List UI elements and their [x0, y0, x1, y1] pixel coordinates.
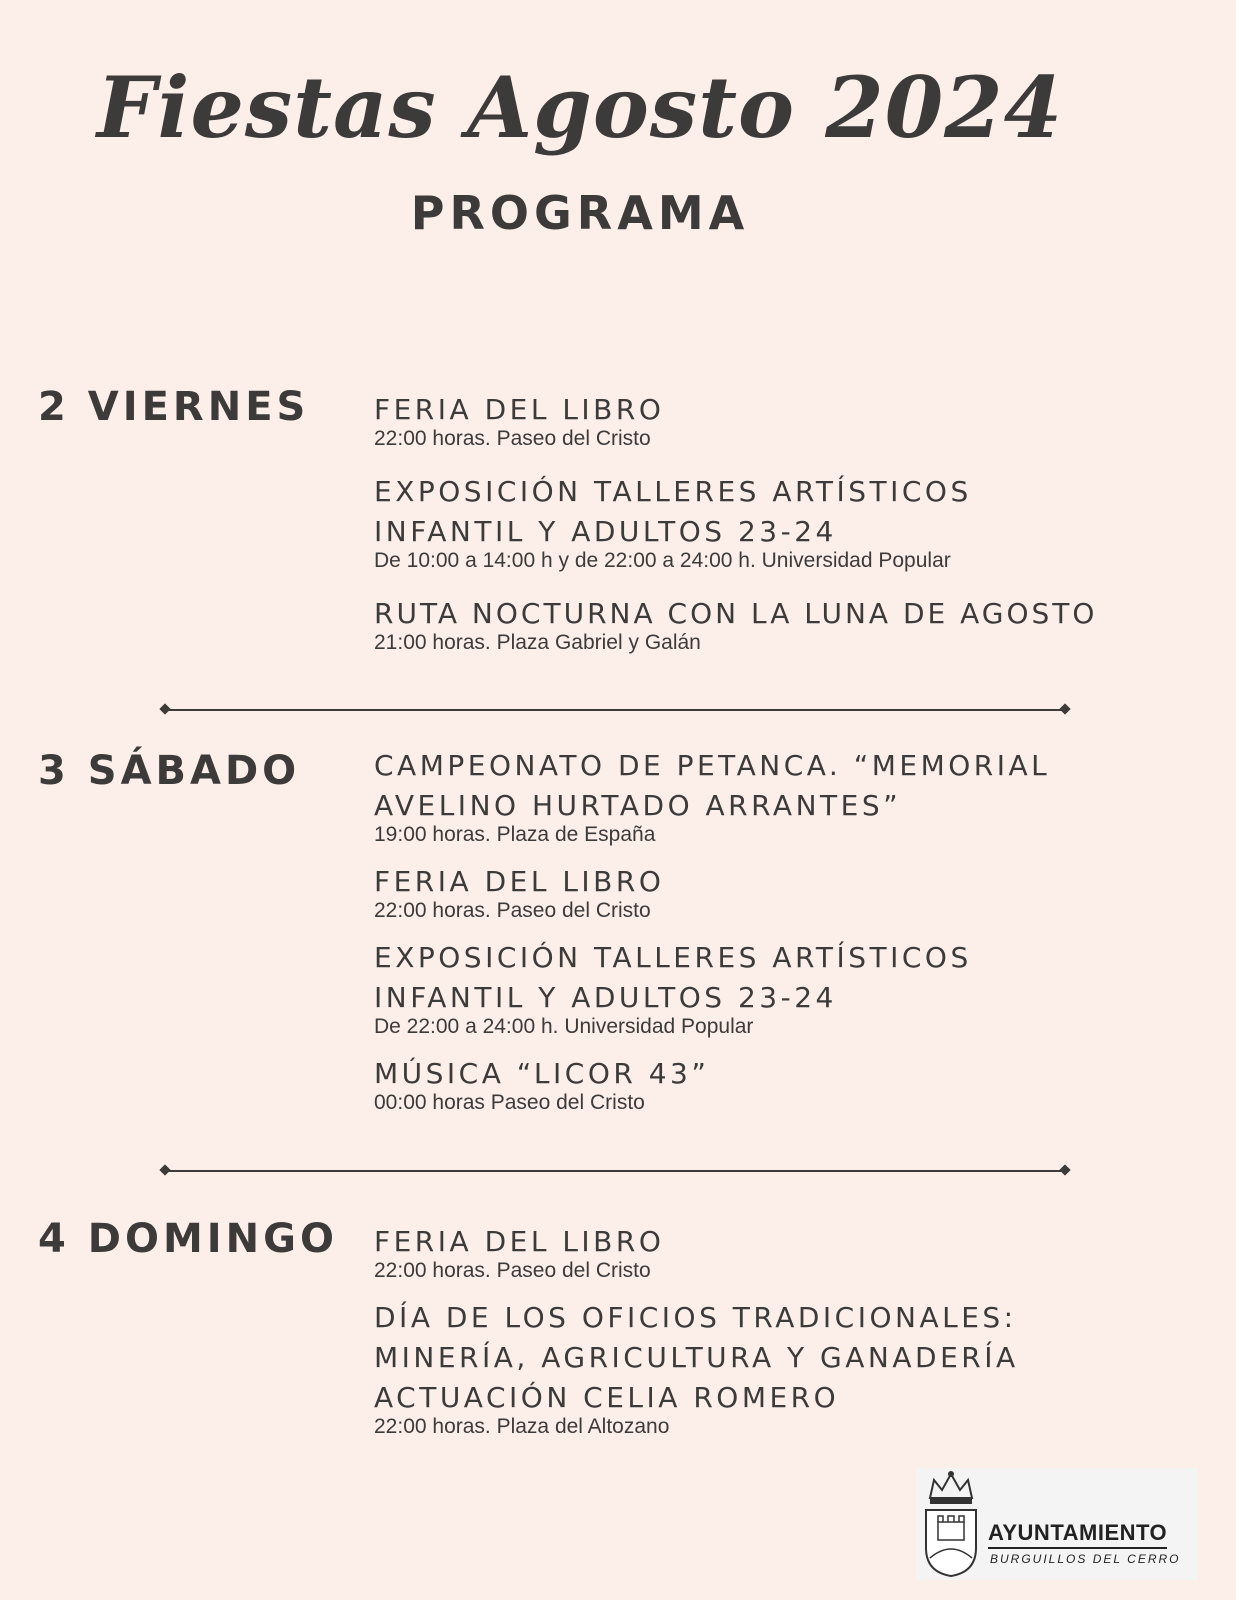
events-viernes	[374, 390, 1174, 676]
event-detail: 21:00 horas. Plaza Gabriel y Galán	[374, 631, 701, 654]
event-detail: 22:00 horas. Paseo del Cristo	[374, 427, 651, 450]
day-label-viernes: 2 VIERNES	[38, 384, 310, 430]
logo-main-text: AYUNTAMIENTO	[988, 1520, 1167, 1549]
events-sabado	[374, 746, 1174, 1136]
event-item	[374, 746, 1174, 848]
event-title: EXPOSICIÓN TALLERES ARTÍSTICOS INFANTIL Y ADULTOS 23-24	[374, 475, 972, 548]
event-title: FERIA DEL LIBRO	[374, 393, 665, 426]
event-detail: De 22:00 a 24:00 h. Universidad Popular	[374, 1015, 754, 1038]
event-detail: 22:00 horas. Paseo del Cristo	[374, 1259, 651, 1282]
event-detail: 22:00 horas. Paseo del Cristo	[374, 899, 651, 922]
section-divider	[165, 1170, 1065, 1172]
event-item	[374, 472, 1174, 574]
event-detail: 19:00 horas. Plaza de España	[374, 823, 656, 846]
event-item	[374, 862, 1174, 924]
section-divider	[165, 709, 1065, 711]
event-item	[374, 1298, 1174, 1440]
day-label-domingo: 4 DOMINGO	[38, 1216, 338, 1262]
event-item	[374, 1222, 1174, 1284]
event-title: CAMPEONATO DE PETANCA. “MEMORIAL AVELINO HURTADO ARRANTES”	[374, 749, 1051, 822]
event-detail: 00:00 horas Paseo del Cristo	[374, 1091, 645, 1114]
poster-subtitle: PROGRAMA	[410, 186, 750, 240]
poster-title: Fiestas Agosto 2024	[96, 58, 1064, 157]
event-detail: De 10:00 a 14:00 h y de 22:00 a 24:00 h. Universidad Popular	[374, 549, 951, 572]
event-title: FERIA DEL LIBRO	[374, 1225, 665, 1258]
logo-sub-text: BURGUILLOS DEL CERRO	[990, 1552, 1181, 1566]
event-title: FERIA DEL LIBRO	[374, 865, 665, 898]
day-label-sabado: 3 SÁBADO	[38, 748, 301, 794]
event-item	[374, 594, 1174, 656]
coat-of-arms-icon	[916, 1468, 986, 1580]
event-title: EXPOSICIÓN TALLERES ARTÍSTICOS INFANTIL Y ADULTOS 23-24	[374, 941, 972, 1014]
event-detail: 22:00 horas. Plaza del Altozano	[374, 1415, 670, 1438]
ayuntamiento-logo	[916, 1468, 1198, 1580]
event-title: MÚSICA “LICOR 43”	[374, 1057, 710, 1090]
event-item	[374, 938, 1174, 1040]
event-item	[374, 1054, 1174, 1116]
event-item	[374, 390, 1174, 452]
events-domingo	[374, 1222, 1174, 1460]
event-title: DÍA DE LOS OFICIOS TRADICIONALES: MINERÍA, AGRICULTURA Y GANADERÍA ACTUACIÓN CELIA ROMERO	[374, 1301, 1019, 1414]
event-title: RUTA NOCTURNA CON LA LUNA DE AGOSTO	[374, 597, 1098, 630]
